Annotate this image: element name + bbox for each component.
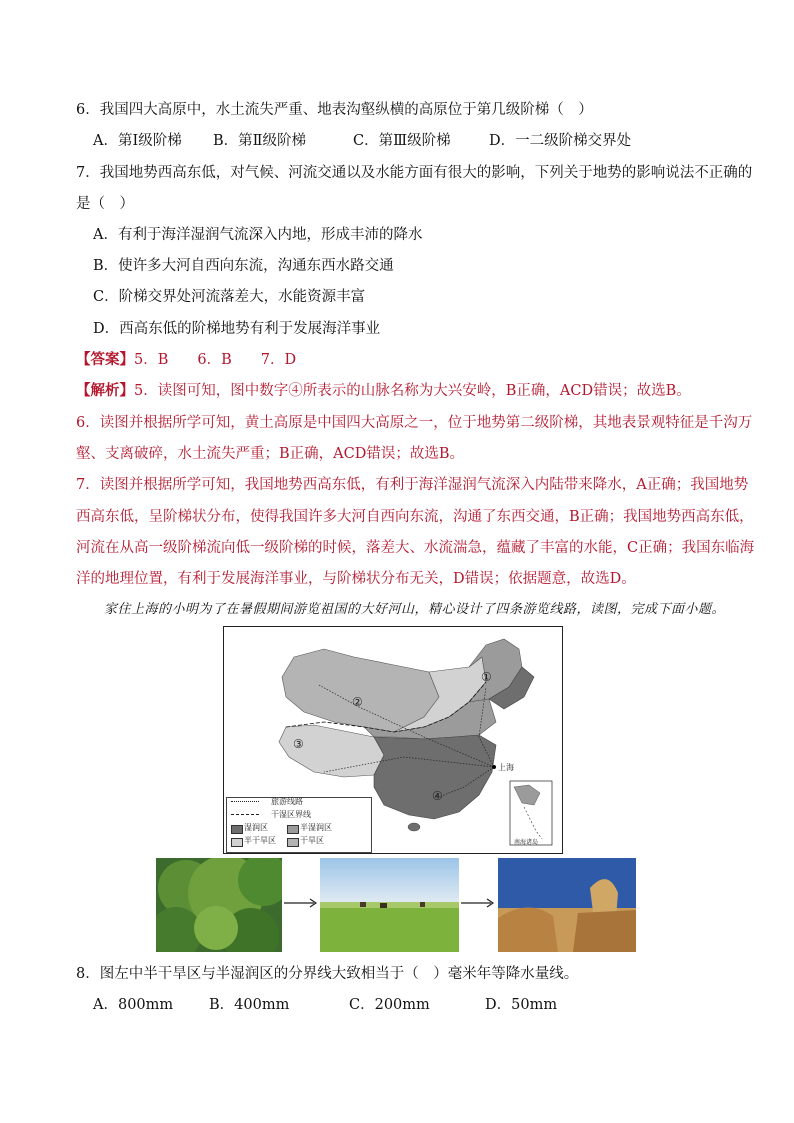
analysis-q5 (76, 381, 691, 401)
legend-arid-swatch (287, 838, 299, 847)
shanghai-dot (492, 765, 496, 769)
question-8-option-c: C．200mm (349, 997, 430, 1013)
legend-humid-swatch (231, 825, 243, 834)
question-8-option-b: B．400mm (209, 997, 290, 1013)
analysis-q5-text: 5．读图可知，图中数字④所表示的山脉名称为大兴安岭，B正确，ACD错误；故选B。 (134, 383, 691, 399)
legend-semi-humid-swatch (287, 825, 299, 834)
legend-arid-label: 干旱区 (300, 836, 324, 845)
question-7-option-c: C．阶梯交界处河流落差大，水能资源丰富 (93, 289, 366, 305)
humid-region (374, 735, 496, 819)
route-number-3: ③ (293, 737, 304, 751)
question-8-option-d: D．50mm (485, 997, 558, 1013)
forest-photo (156, 858, 282, 952)
legend-boundary-label: 干湿区界线 (271, 810, 311, 819)
analysis-q7-line2: 西高东低，呈阶梯状分布，使得我国许多大河自西向东流，沟通了东西交通，B正确；我国地势西高东低， (76, 509, 754, 525)
analysis-q6-line2: 壑、支离破碎，水土流失严重；B正确，ACD错误；故选B。 (76, 446, 465, 462)
analysis-q6-line1: 6．读图并根据所学可知，黄土高原是中国四大高原之一，位于地势第二级阶梯，其地表景观特征是千沟万 (76, 415, 753, 431)
route-number-1: ① (481, 670, 492, 684)
answer-line (76, 350, 296, 370)
question-6-stem: 6．我国四大高原中，水土流失严重、地表沟壑纵横的高原位于第几级阶梯（ ） (76, 102, 593, 118)
analysis-q7-line1: 7．读图并根据所学可知，我国地势西高东低，有利于海洋湿润气流深入内陆带来降水，A正确；我国地势 (76, 477, 749, 493)
shanghai-label: 上海 (498, 763, 514, 772)
hainan-island (408, 823, 420, 831)
question-6-option-d: D．一二级阶梯交界处 (489, 133, 632, 149)
legend-boundary-swatch (231, 814, 259, 815)
china-climate-map (223, 626, 563, 854)
question-8-stem: 8．图左中半干旱区与半湿润区的分界线大致相当于（ ）毫米年等降水量线。 (76, 966, 579, 982)
map-legend (226, 797, 372, 853)
arid-region (282, 649, 439, 732)
arrow-right-icon (284, 896, 318, 910)
question-7-option-a: A．有利于海洋湿润气流深入内地，形成丰沛的降水 (93, 227, 423, 243)
grassland-photo (320, 858, 459, 952)
section-intro: 家住上海的小明为了在暑假期间游览祖国的大好河山，精心设计了四条游览线路，读图，完成下面小题。 (104, 602, 726, 617)
question-6-option-c: C．第Ⅲ级阶梯 (353, 133, 451, 149)
legend-semi-arid-label: 半干旱区 (244, 836, 276, 845)
legend-route-label: 旅游线路 (271, 797, 303, 806)
question-8-options (93, 995, 557, 1015)
legend-route-swatch (231, 801, 259, 802)
legend-semi-humid-label: 半湿润区 (300, 823, 332, 832)
question-7-option-d: D．西高东低的阶梯地势有利于发展海洋事业 (93, 321, 381, 337)
answer-text: 5．B 6．B 7．D (134, 352, 297, 368)
analysis-q7-line4: 洋的地理位置，有利于发展海洋事业，与阶梯状分布无关，D错误；依据题意，故选D。 (76, 571, 636, 587)
legend-semi-arid-swatch (231, 838, 243, 847)
analysis-label: 【解析】 (76, 382, 134, 399)
question-8-option-a: A．800mm (93, 997, 174, 1013)
semi-arid-region-tibet (279, 725, 384, 777)
route-number-4: ④ (432, 789, 443, 803)
question-7-stem-line1: 7．我国地势西高东低，对气候、河流交通以及水能方面有很大的影响，下列关于地势的影响说法不正确的 (76, 165, 753, 181)
arrow-right-icon (461, 896, 495, 910)
legend-humid-label: 湿润区 (244, 823, 268, 832)
question-7-stem-line2: 是（ ） (76, 196, 134, 212)
inset-label: 南海诸岛 (514, 839, 539, 846)
analysis-q7-line3: 河流在从高一级阶梯流向低一级阶梯的时候，落差大、水流湍急，蕴藏了丰富的水能，C正确；我国东临海 (76, 540, 755, 556)
answer-label: 【答案】 (76, 351, 134, 368)
question-6-options (93, 131, 631, 151)
route-number-2: ② (352, 695, 363, 709)
question-6-option-b: B．第Ⅱ级阶梯 (213, 133, 307, 149)
question-6-option-a: A．第Ⅰ级阶梯 (93, 133, 182, 149)
desert-photo (498, 858, 636, 952)
question-7-option-b: B．使许多大河自西向东流，沟通东西水路交通 (93, 258, 394, 274)
